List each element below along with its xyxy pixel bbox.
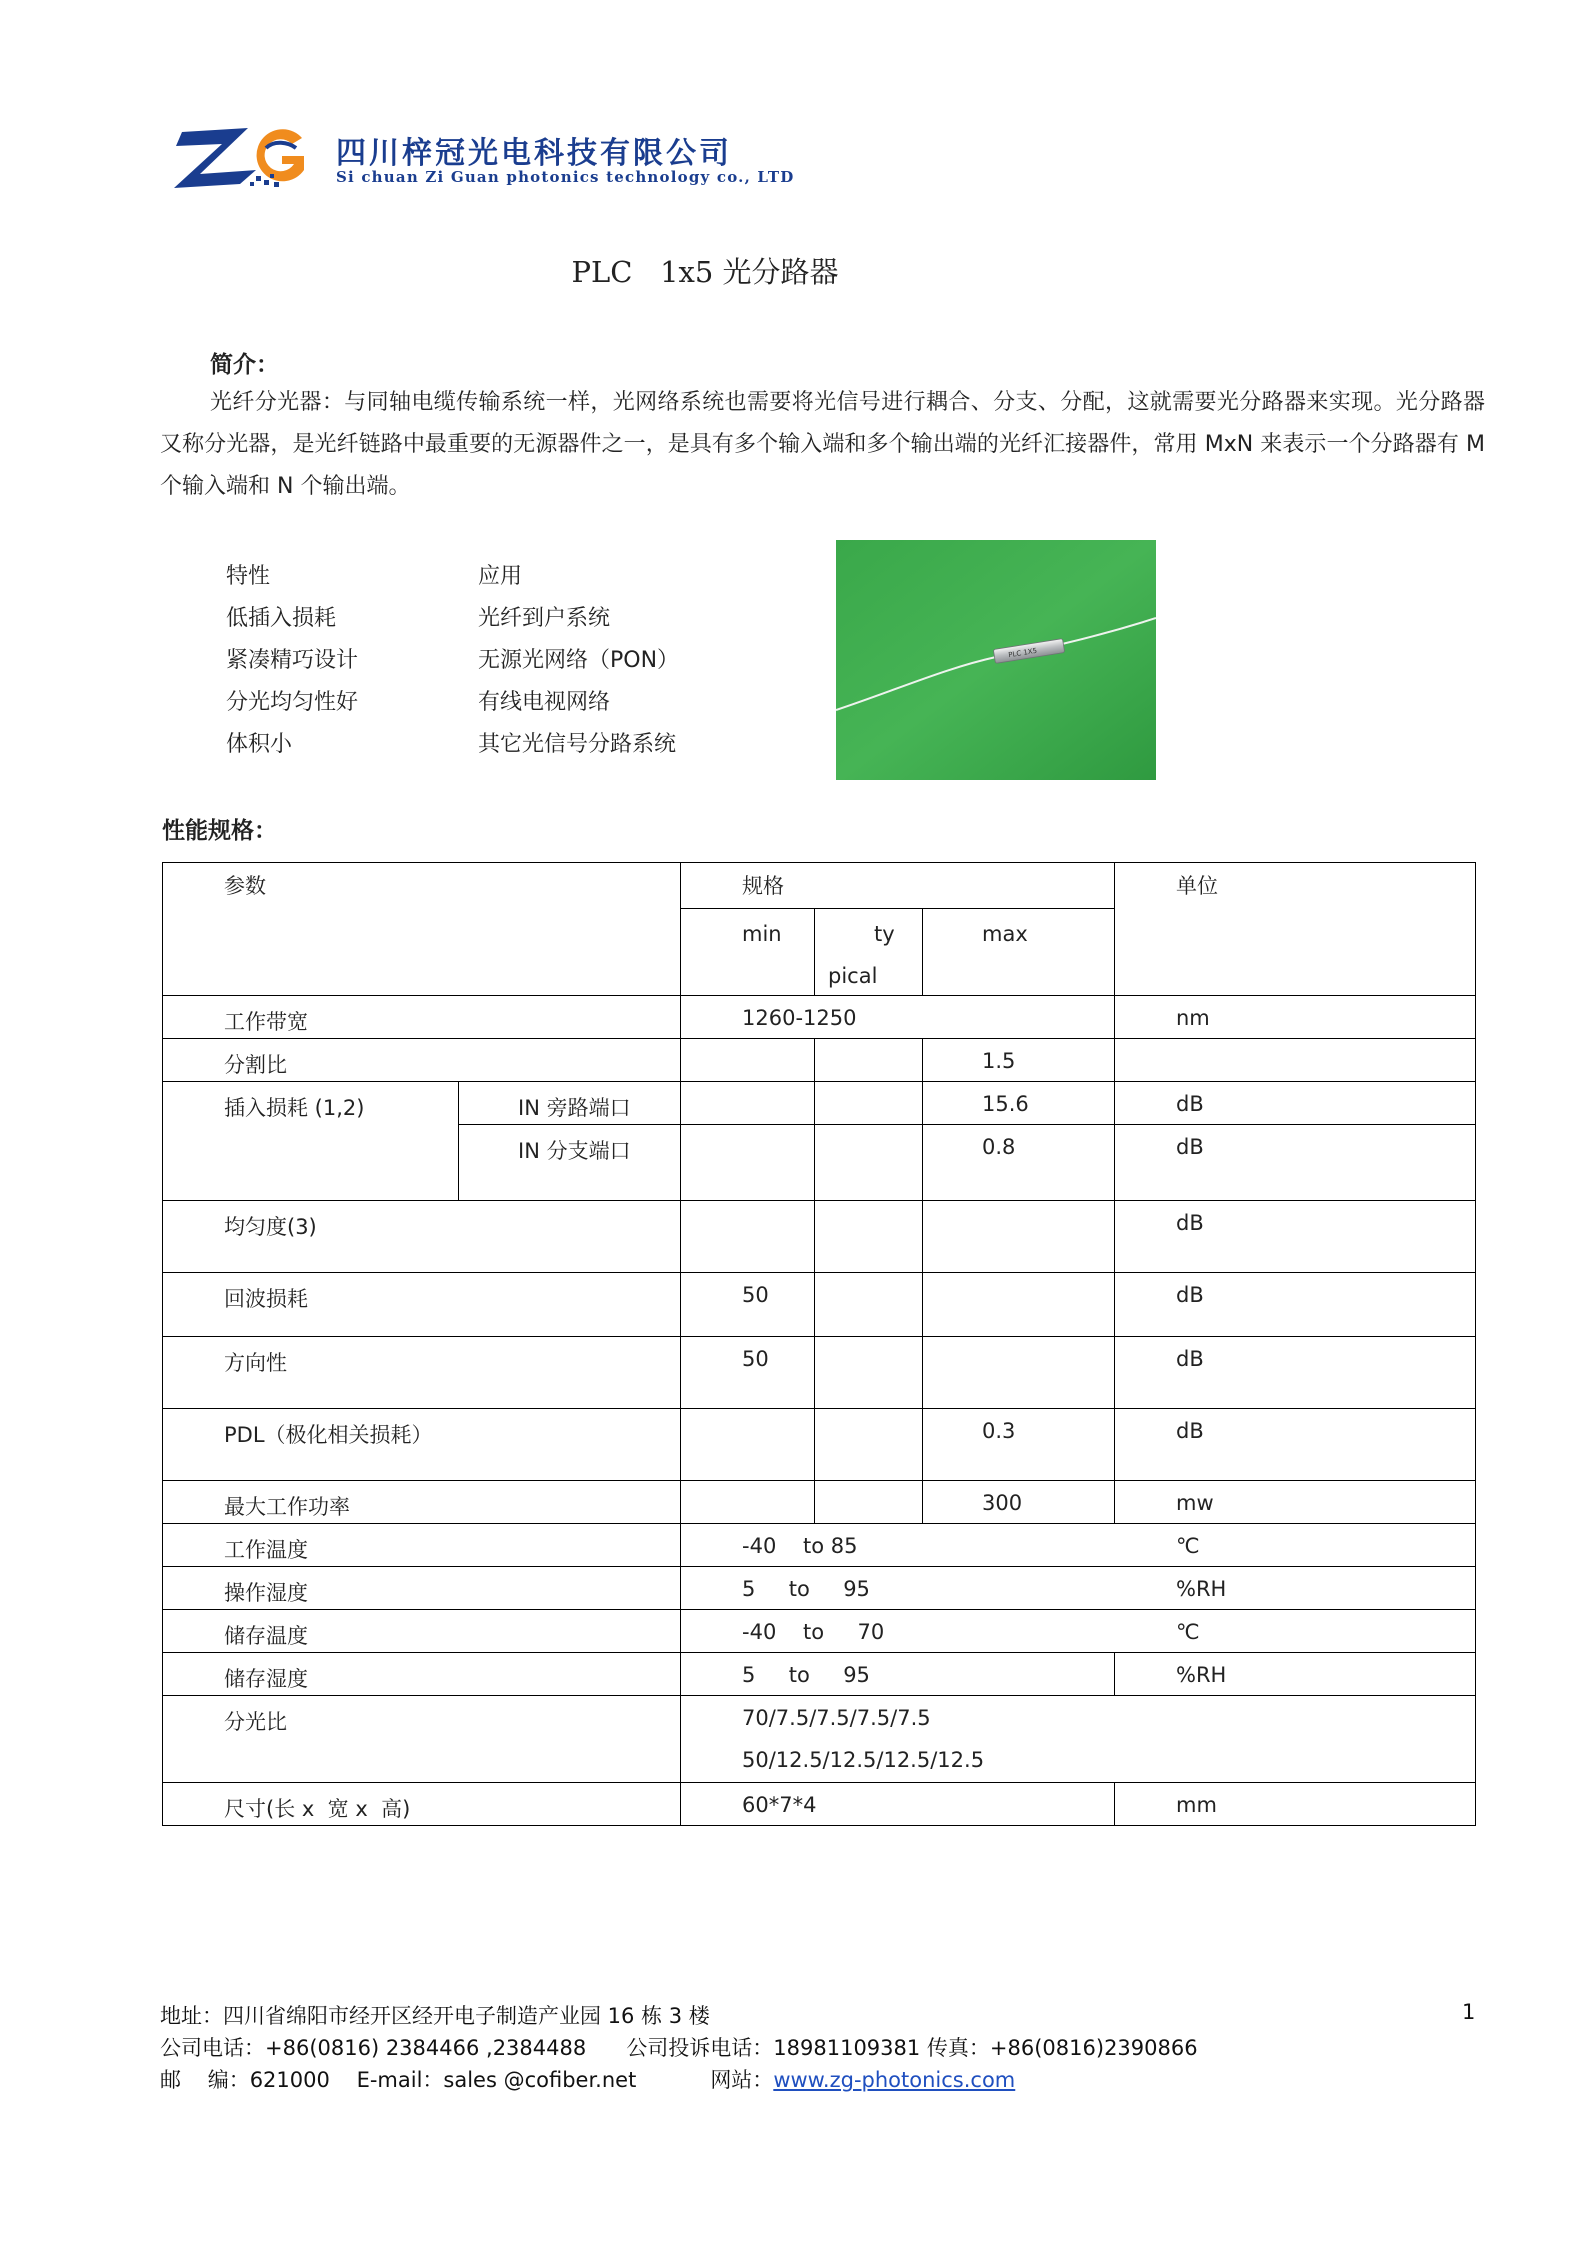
- row-label: 储存湿度: [224, 1667, 308, 1691]
- company-logo: [170, 118, 320, 198]
- row-unit: mw: [1176, 1491, 1214, 1515]
- company-name-cn: 四川梓冠光电科技有限公司: [336, 136, 732, 171]
- feature-item: 分光均匀性好: [226, 690, 359, 715]
- specs-heading: 性能规格：: [162, 818, 277, 844]
- company-name-en: Si chuan Zi Guan photonics technology co., LTD: [336, 168, 795, 186]
- header-typical-b: pical: [828, 964, 878, 988]
- application-item: 其它光信号分路系统: [478, 732, 677, 757]
- row-value: 50/12.5/12.5/12.5/12.5: [742, 1748, 985, 1772]
- application-item: 无源光网络（PON）: [478, 648, 680, 673]
- footer-website-label: 网站：: [710, 2068, 774, 2092]
- row-min: 50: [742, 1283, 769, 1307]
- row-sublabel: IN 旁路端口: [518, 1096, 631, 1120]
- row-label: 工作带宽: [224, 1010, 308, 1034]
- applications-header: 应用: [478, 564, 523, 589]
- footer-phone: 公司电话：+86(0816) 2384466 ,2384488 公司投诉电话：18981109381 传真：+86(0816)2390866: [160, 2036, 1198, 2060]
- feature-item: 紧凑精巧设计: [226, 648, 359, 673]
- row-label: 工作温度: [224, 1538, 308, 1562]
- header-max: max: [982, 922, 1028, 946]
- row-label: 回波损耗: [224, 1287, 308, 1311]
- row-label: 分割比: [224, 1053, 287, 1077]
- row-value: 5 to 95: [742, 1663, 870, 1687]
- row-label: 方向性: [224, 1351, 287, 1375]
- row-unit: dB: [1176, 1419, 1204, 1443]
- row-unit: nm: [1176, 1006, 1210, 1030]
- row-value: 70/7.5/7.5/7.5/7.5: [742, 1706, 931, 1730]
- row-unit: mm: [1176, 1793, 1217, 1817]
- row-label: 操作湿度: [224, 1581, 308, 1605]
- row-unit: dB: [1176, 1347, 1204, 1371]
- row-unit: ℃: [1176, 1534, 1200, 1558]
- feature-item: 体积小: [226, 732, 293, 757]
- footer-postcode-email: 邮 编：621000 E-mail：sales @cofiber.net: [160, 2068, 637, 2092]
- row-label: 最大工作功率: [224, 1495, 350, 1519]
- features-header: 特性: [226, 564, 271, 589]
- row-unit: %RH: [1176, 1577, 1227, 1601]
- housing-label: PLC 1X5: [1007, 646, 1038, 660]
- row-label: 均匀度(3): [224, 1215, 317, 1239]
- page-number: 1: [1462, 2000, 1476, 2024]
- row-max: 0.3: [982, 1419, 1016, 1443]
- product-photo: [836, 540, 1156, 780]
- row-max: 0.8: [982, 1135, 1016, 1159]
- row-max: 1.5: [982, 1049, 1016, 1073]
- row-sublabel: IN 分支端口: [518, 1139, 631, 1163]
- row-value: 1260-1250: [742, 1006, 857, 1030]
- row-unit: %RH: [1176, 1663, 1227, 1687]
- application-item: 有线电视网络: [478, 690, 611, 715]
- application-item: 光纤到户系统: [478, 606, 611, 631]
- intro-heading: 简介：: [210, 352, 279, 378]
- row-unit: dB: [1176, 1283, 1204, 1307]
- row-max: 300: [982, 1491, 1023, 1515]
- header-param: 参数: [224, 874, 266, 898]
- row-unit: dB: [1176, 1135, 1204, 1159]
- row-min: 50: [742, 1347, 769, 1371]
- header-spec: 规格: [742, 874, 784, 898]
- document-title: PLC 1x5 光分路器: [571, 255, 839, 289]
- header-min: min: [742, 922, 782, 946]
- website-link[interactable]: www.zg-photonics.com: [773, 2068, 1016, 2092]
- row-max: 15.6: [982, 1092, 1029, 1116]
- footer-contact: [160, 2064, 1015, 2094]
- applications-list: [478, 556, 679, 766]
- header-typical-a: ty: [874, 922, 895, 946]
- row-label: 尺寸(长 x 宽 x 高): [224, 1797, 411, 1821]
- row-value: -40 to 70: [742, 1620, 885, 1644]
- row-unit: dB: [1176, 1092, 1204, 1116]
- feature-item: 低插入损耗: [226, 606, 337, 631]
- row-label: PDL（极化相关损耗）: [224, 1423, 433, 1447]
- row-value: 5 to 95: [742, 1577, 870, 1601]
- row-label: 分光比: [224, 1710, 287, 1734]
- header-unit: 单位: [1176, 874, 1218, 898]
- row-unit: dB: [1176, 1211, 1204, 1235]
- row-label: 插入损耗 (1,2): [224, 1096, 365, 1120]
- row-label: 储存温度: [224, 1624, 308, 1648]
- row-value: -40 to 85: [742, 1534, 858, 1558]
- row-value: 60*7*4: [742, 1793, 817, 1817]
- intro-paragraph: 光纤分光器：与同轴电缆传输系统一样，光网络系统也需要将光信号进行耦合、分支、分配，这就需要光分路器来实现。光分路器又称分光器，是光纤链路中最重要的无源器件之一，是具有多个输入端和多个输出端的光纤汇接器件，常用 MxN 来表示一个分路器有 M 个输入端和 N 个输出端。: [160, 390, 1485, 499]
- features-list: [226, 556, 358, 766]
- row-unit: ℃: [1176, 1620, 1200, 1644]
- spec-table: [162, 862, 1476, 1826]
- footer-address: 地址：四川省绵阳市经开区经开电子制造产业园 16 栋 3 楼: [160, 2004, 710, 2028]
